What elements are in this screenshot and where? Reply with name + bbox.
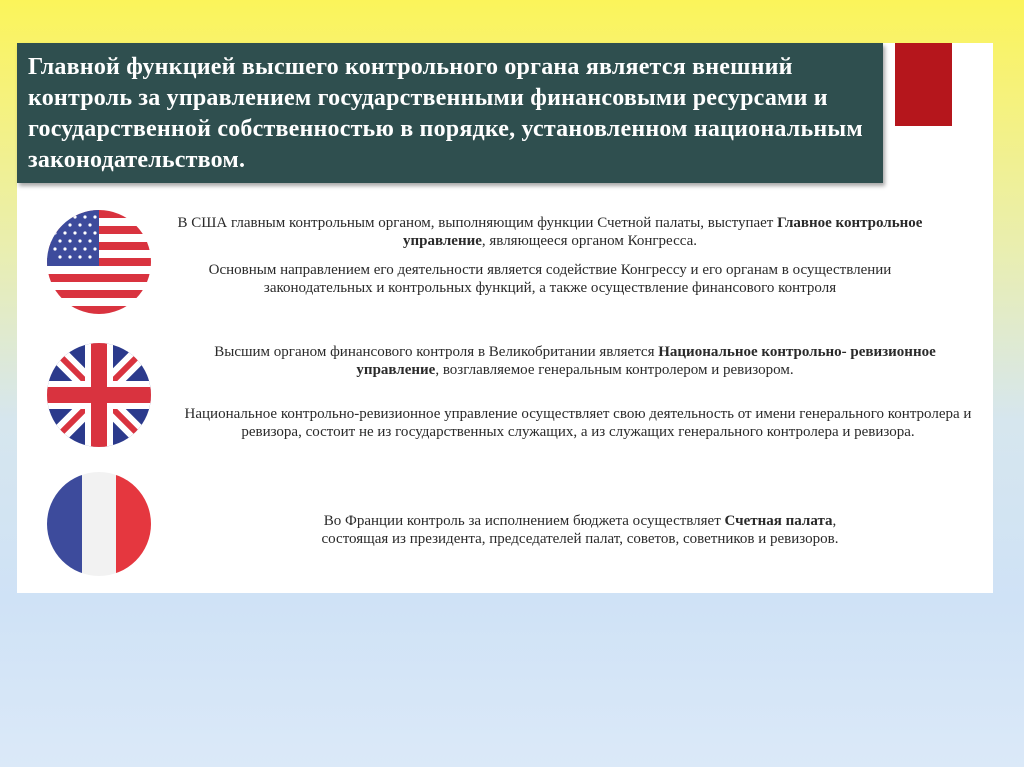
uk-text-1b: , возглавляемое генеральным контролером и ревизором. [435, 362, 794, 378]
red-accent-bar [895, 43, 952, 126]
uk-paragraph-1 [190, 343, 960, 379]
uk-text-1a: Высшим органом финансового контроля в Великобритании является [214, 344, 659, 360]
france-agency-name: Счетная палата [724, 513, 833, 529]
france-paragraph [300, 512, 860, 548]
uk-paragraph-2: Национальное контрольно-ревизионное управление осуществляет свою деятельность от имени генерального контролера и ревизора, состоит не из государственных служащих, а из служащих генерального контролера и ревизора. [184, 406, 972, 440]
usa-paragraph-2: Основным направлением его деятельности является содействие Конгрессу и его органам в осуществлении законодательных и контрольных функций, а также осуществление финансового контроля [208, 262, 892, 296]
usa-text-1b: , являющееся органом Конгресса. [481, 233, 697, 249]
usa-paragraph-1 [175, 214, 925, 250]
uk-flag-icon [47, 343, 151, 447]
usa-text-1a: В США главным контрольным органом, выполняющим функции Счетной палаты, выступает [177, 215, 778, 231]
france-flag-icon [47, 472, 151, 576]
france-text-b: , состоящая из президента, председателей палат, советов, советников и ревизоров. [321, 513, 839, 547]
usa-agency-name: Главное контрольное управление [403, 215, 923, 249]
france-text-a: Во Франции контроль за исполнением бюджета осуществляет [323, 513, 725, 529]
usa-flag-icon [47, 210, 151, 314]
slide-title: Главной функцией высшего контрольного органа является внешний контроль за управлением государственными финансовыми ресурсами и государственной собственностью в порядке, установленном национальным законодательством. [28, 54, 863, 173]
uk-agency-name: Национальное контрольно- ревизионное управление [356, 344, 936, 378]
